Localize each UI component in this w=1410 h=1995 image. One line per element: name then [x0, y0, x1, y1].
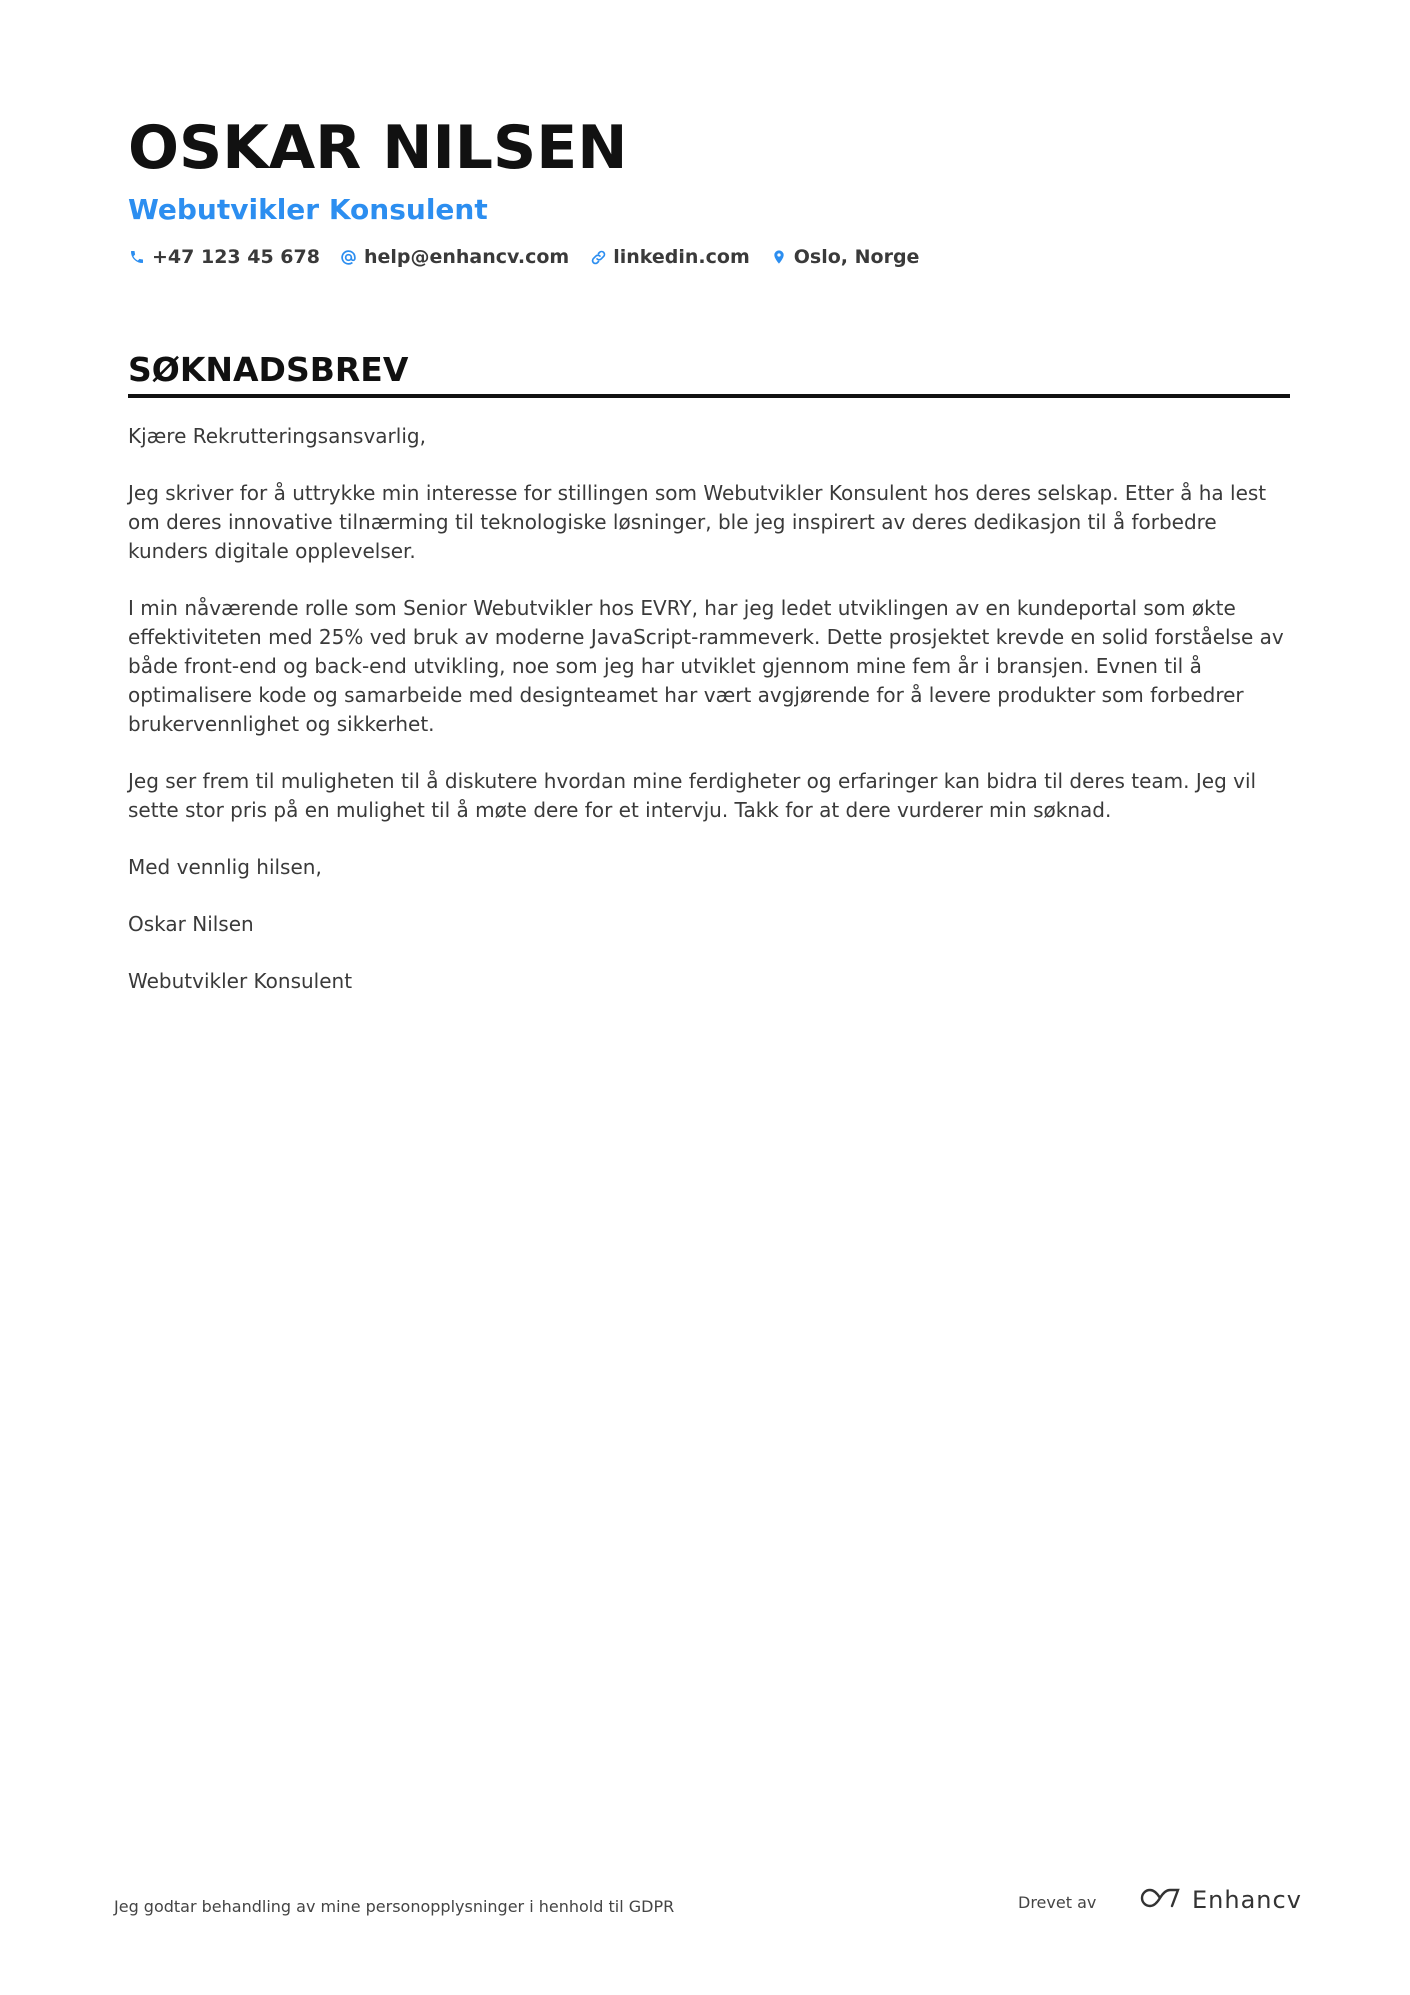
- letter-paragraph: Jeg skriver for å uttrykke min interesse for stillingen som Webutvikler Konsulent hos deres selskap. Etter å ha lest om deres innovative tilnærming til teknologiske løsninger, ble jeg inspirert av deres dedikasjon til å forbedre kunders digitale opplevelser.: [128, 481, 1267, 563]
- section-title: SØKNADSBREV: [128, 350, 409, 389]
- contact-linkedin-text: linkedin.com: [613, 246, 750, 268]
- enhancv-brand-text: Enhancv: [1192, 1886, 1302, 1914]
- powered-by-label: Drevet av: [1018, 1893, 1097, 1912]
- phone-icon: [128, 248, 146, 266]
- letter-paragraph: I min nåværende rolle som Senior Webutvikler hos EVRY, har jeg ledet utviklingen av en kundeportal som økte effektiviteten med 25% ved bruk av moderne JavaScript-rammeverk. Dette prosjektet krevde en solid forståelse av både front-end og back-end utvikling, noe som jeg har utviklet gjennom mine fem år i bransjen. Evnen til å optimalisere kode og samarbeide med designteamet har vært avgjørende for å levere produkter som forbedrer brukervennlighet og sikkerhet.: [128, 596, 1284, 736]
- contact-email[interactable]: [340, 246, 569, 268]
- location-pin-icon: [770, 248, 788, 266]
- contact-location-text: Oslo, Norge: [793, 246, 920, 268]
- letter-body: [128, 422, 1290, 996]
- contact-linkedin[interactable]: [589, 246, 750, 268]
- section-divider: [128, 394, 1290, 398]
- link-icon: [589, 248, 607, 266]
- at-icon: [340, 248, 358, 266]
- contact-phone[interactable]: [128, 246, 320, 268]
- contact-email-text: help@enhancv.com: [363, 246, 570, 268]
- signature-title: Webutvikler Konsulent: [128, 969, 353, 993]
- cover-letter-page: [128, 108, 1290, 1024]
- letter-paragraph: Jeg ser frem til muligheten til å diskutere hvordan mine ferdigheter og erfaringer kan bidra til deres team. Jeg vil sette stor pris på en mulighet til å møte dere for et intervju. Takk for at dere vurderer min søknad.: [128, 769, 1257, 822]
- contact-row: [128, 246, 1290, 268]
- letter-closing: Med vennlig hilsen,: [128, 855, 322, 879]
- candidate-role: Webutvikler Konsulent: [128, 193, 488, 226]
- contact-location: [770, 246, 920, 268]
- letter-greeting: Kjære Rekrutteringsansvarlig,: [128, 424, 426, 448]
- enhancv-brand[interactable]: [1138, 1885, 1302, 1915]
- gdpr-consent-text: Jeg godtar behandling av mine personopplysninger i henhold til GDPR: [114, 1897, 675, 1916]
- candidate-name: OSKAR NILSEN: [128, 113, 628, 183]
- contact-phone-text: +47 123 45 678: [152, 246, 320, 268]
- signature-name: Oskar Nilsen: [128, 912, 254, 936]
- enhancv-logo-icon: [1138, 1885, 1184, 1915]
